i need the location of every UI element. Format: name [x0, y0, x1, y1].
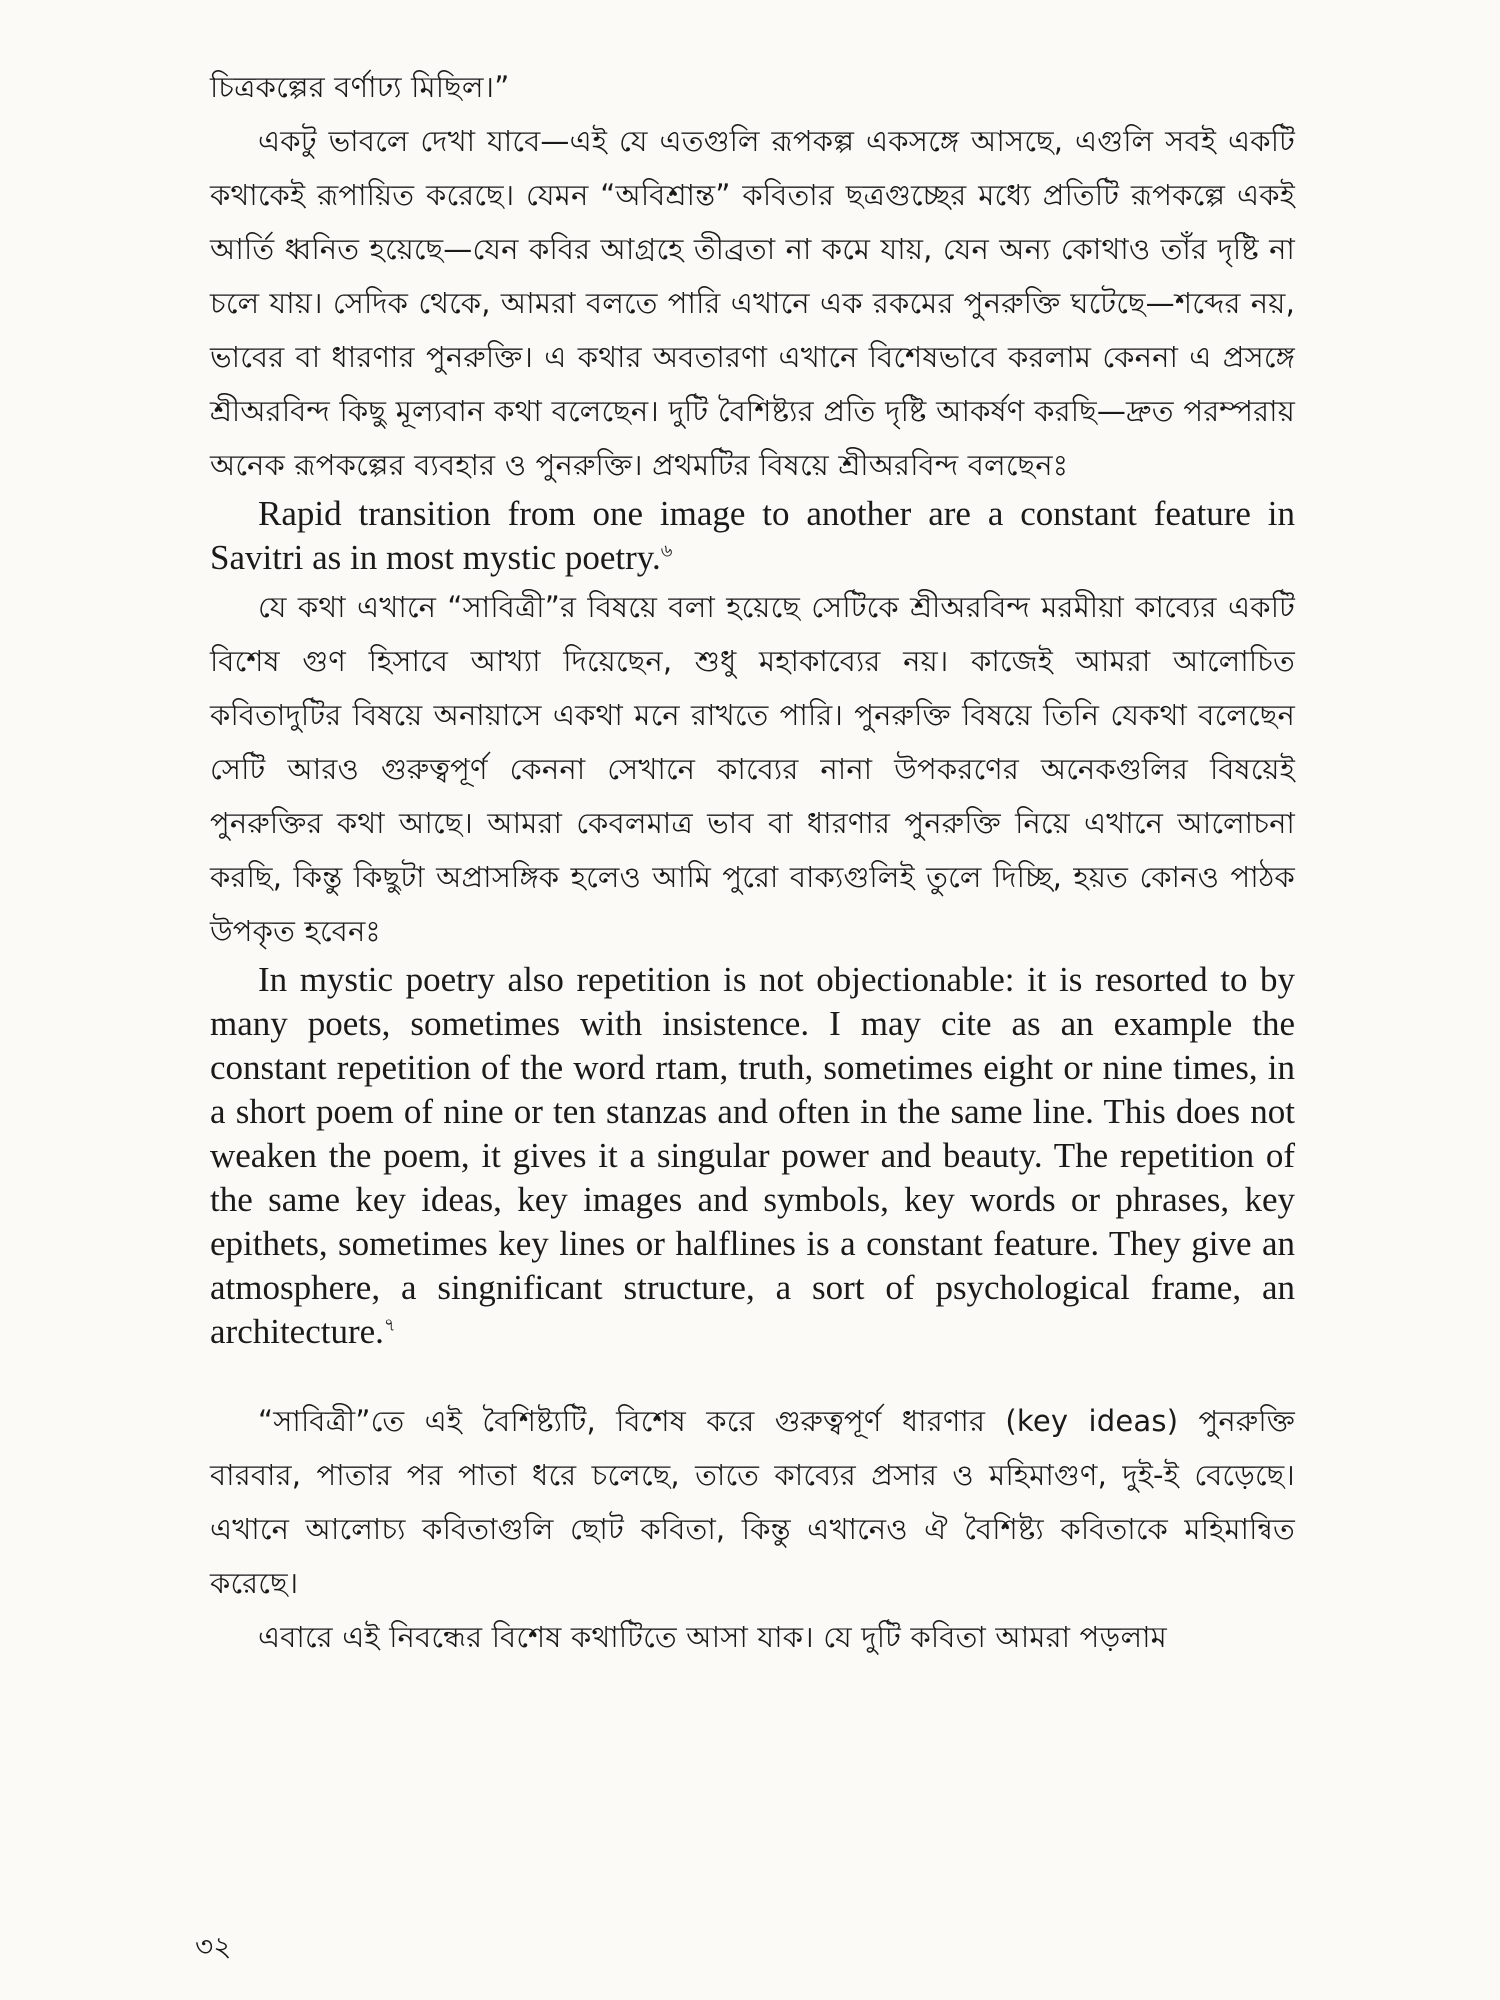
quote-text: Rapid transition from one image to another are a constant feature in Savitri as in most mystic poetry. — [210, 494, 1295, 577]
quote-rapid-transition — [210, 492, 1295, 580]
footnote-marker: ৭ — [383, 1314, 396, 1335]
quote-text: In mystic poetry also repetition is not objectionable: it is resorted to by many poets, sometimes with insistence. I may cite as an example the constant repetition of the word rtam, truth, sometimes eight or nine times, in a short poem of nine or ten stanzas and often in the same line. This does not weaken the poem, it gives it a singular power and beauty. The repetition of the same key ideas, key images and symbols, key words or phrases, key epithets, sometimes key lines or halflines is a constant feature. They give an atmosphere, a singnificant structure, a sort of psychological frame, an architecture. — [210, 960, 1295, 1351]
footnote-marker: ৬ — [660, 540, 673, 561]
quote-mystic-repetition — [210, 958, 1295, 1354]
page-number: ৩২ — [195, 1930, 232, 1963]
paragraph-next-topic: এবারে এই নিবন্ধের বিশেষ কথাটিতে আসা যাক। যে দুটি কবিতা আমরা পড়লাম — [258, 1620, 1167, 1654]
paragraph-quote-end: চিত্রকল্পের বর্ণাঢ্য মিছিল।” — [210, 70, 510, 104]
page-body — [210, 60, 1295, 1664]
paragraph-savitri-mystic: যে কথা এখানে “সাবিত্রী”র বিষয়ে বলা হয়েছে সেটিকে শ্রীঅরবিন্দ মরমীয়া কাব্যের একটি বিশেষ গুণ হিসাবে আখ্যা দিয়েছেন, শুধু মহাকাব্যের নয়। কাজেই আমরা আলোচিত কবিতাদুটির বিষয়ে অনায়াসে একথা মনে রাখতে পারি। পুনরুক্তি বিষয়ে তিনি যেকথা বলেছেন সেটি আরও গুরুত্বপূর্ণ কেননা সেখানে কাব্যের নানা উপকরণের অনেকগুলির বিষয়েই পুনরুক্তির কথা আছে। আমরা কেবলমাত্র ভাব বা ধারণার পুনরুক্তি নিয়ে এখানে আলোচনা করছি, কিন্তু কিছুটা অপ্রাসঙ্গিক হলেও আমি পুরো বাক্যগুলিই তুলে দিচ্ছি, হয়ত কোনও পাঠক উপকৃত হবেনঃ — [210, 590, 1295, 948]
spacer — [210, 1354, 1295, 1394]
paragraph-repetition-intro: একটু ভাবলে দেখা যাবে—এই যে এতগুলি রূপকল্প একসঙ্গে আসছে, এগুলি সবই একটি কথাকেই রূপায়িত করেছে। যেমন “অবিশ্রান্ত” কবিতার ছত্রগুচ্ছের মধ্যে প্রতিটি রূপকল্পে একই আর্তি ধ্বনিত হয়েছে—যেন কবির আগ্রহে তীব্রতা না কমে যায়, যেন অন্য কোথাও তাঁর দৃষ্টি না চলে যায়। সেদিক থেকে, আমরা বলতে পারি এখানে এক রকমের পুনরুক্তি ঘটেছে—শব্দের নয়, ভাবের বা ধারণার পুনরুক্তি। এ কথার অবতারণা এখানে বিশেষভাবে করলাম কেননা এ প্রসঙ্গে শ্রীঅরবিন্দ কিছু মূল্যবান কথা বলেছেন। দুটি বৈশিষ্ট্যর প্রতি দৃষ্টি আকর্ষণ করছি—দ্রুত পরম্পরায় অনেক রূপকল্পের ব্যবহার ও পুনরুক্তি। প্রথমটির বিষয়ে শ্রীঅরবিন্দ বলছেনঃ — [210, 124, 1295, 482]
paragraph-key-ideas: “সাবিত্রী”তে এই বৈশিষ্ট্যটি, বিশেষ করে গুরুত্বপূর্ণ ধারণার (key ideas) পুনরুক্তি বারবার, পাতার পর পাতা ধরে চলেছে, তাতে কাব্যের প্রসার ও মহিমাগুণ, দুই-ই বেড়েছে। এখানে আলোচ্য কবিতাগুলি ছোট কবিতা, কিন্তু এখানেও ঐ বৈশিষ্ট্য কবিতাকে মহিমান্বিত করেছে। — [210, 1404, 1295, 1600]
